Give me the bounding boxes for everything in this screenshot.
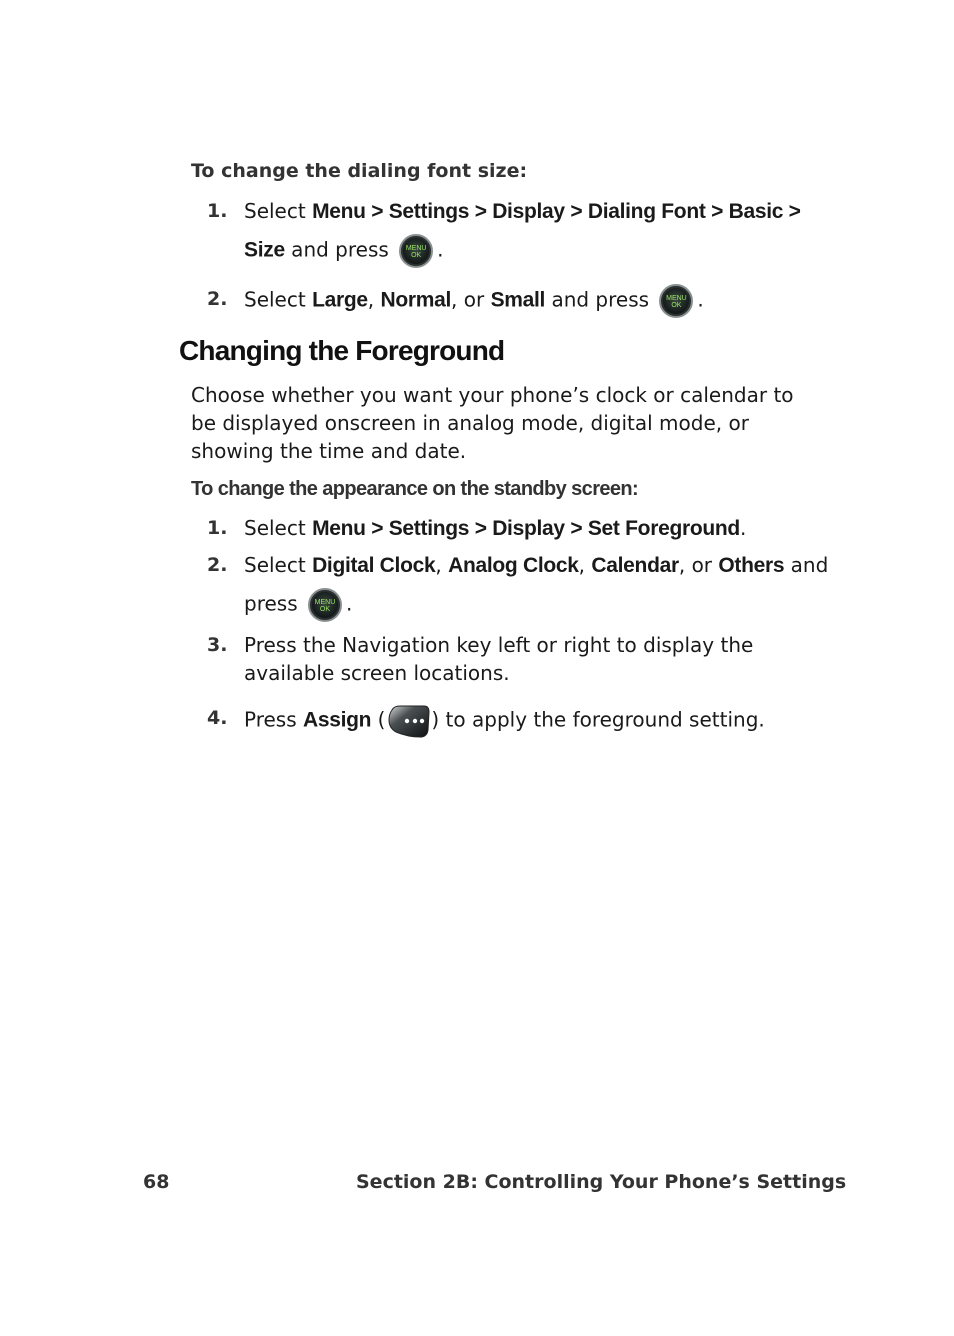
menu-path: Menu > Settings > Display > Set Foreground <box>312 517 740 540</box>
key-label: MENU <box>405 245 427 252</box>
option-assign: Assign <box>303 708 372 732</box>
separator: , <box>367 287 381 312</box>
step-text-pre: Select <box>244 199 313 223</box>
step-text-line: available screen locations. <box>244 661 510 685</box>
step-number: 2. <box>207 554 228 576</box>
intro-paragraph <box>191 381 794 465</box>
step-number: 4. <box>207 707 228 729</box>
option-analog-clock: Analog Clock <box>448 554 579 577</box>
right-softkey-icon <box>386 704 430 738</box>
option-normal: Normal <box>380 288 452 312</box>
step-text-post: and press <box>284 237 389 262</box>
menu-ok-key-icon <box>659 284 693 318</box>
menu-path-item: Size <box>244 238 285 262</box>
period: . <box>739 516 747 540</box>
menu-ok-key-icon <box>399 234 433 268</box>
period: . <box>345 591 353 616</box>
step-text-post: and press <box>545 287 650 312</box>
step-text-cont <box>244 588 352 622</box>
step-text-pre: Press <box>244 707 303 732</box>
step-text <box>244 514 746 543</box>
period: . <box>437 237 444 262</box>
period: . <box>697 287 704 312</box>
option-large: Large <box>312 288 368 312</box>
page-heading: Changing the Foreground <box>179 335 505 366</box>
separator: , <box>435 553 449 577</box>
key-label: OK <box>671 302 682 309</box>
step-text-post: and <box>784 553 829 577</box>
key-label: OK <box>411 252 422 259</box>
option-others: Others <box>718 554 785 577</box>
separator: , or <box>451 287 491 312</box>
menu-ok-key-icon <box>308 588 342 622</box>
separator: , or <box>678 553 719 577</box>
key-label: OK <box>319 606 331 613</box>
separator: , <box>578 553 592 577</box>
step-text <box>244 284 704 318</box>
paren-open: ( <box>371 707 386 732</box>
running-footer: Section 2B: Controlling Your Phone’s Settings <box>356 1171 847 1193</box>
paragraph-line: Choose whether you want your phone’s clock or calendar to <box>191 383 794 407</box>
page-number: 68 <box>143 1171 170 1193</box>
step-text-pre: Select <box>244 553 313 577</box>
option-calendar: Calendar <box>591 554 679 577</box>
step-text <box>244 631 753 687</box>
section-subhead: To change the appearance on the standby screen: <box>191 478 639 500</box>
key-label: MENU <box>314 599 336 606</box>
step-text-cont <box>244 234 444 268</box>
step-text <box>244 197 801 226</box>
step-text-press: press <box>244 591 298 616</box>
step-text-line: Press the Navigation key left or right to display the <box>244 633 754 657</box>
step-number: 1. <box>207 200 228 222</box>
paragraph-line: be displayed onscreen in analog mode, digital mode, or <box>191 411 749 435</box>
step-text-pre: Select <box>244 516 313 540</box>
option-small: Small <box>490 288 546 312</box>
menu-path: Menu > Settings > Display > Dialing Font > Basic > <box>312 200 801 223</box>
section-subhead: To change the dialing font size: <box>191 160 528 182</box>
step-number: 1. <box>207 517 228 539</box>
step-number: 3. <box>207 634 228 656</box>
key-label: MENU <box>666 295 687 302</box>
step-text <box>244 704 765 738</box>
paragraph-line: showing the time and date. <box>191 439 467 463</box>
step-text-pre: Select <box>244 287 313 312</box>
step-number: 2. <box>207 288 228 310</box>
option-digital-clock: Digital Clock <box>312 554 436 577</box>
step-text-post: ) to apply the foreground setting. <box>431 707 765 732</box>
step-text <box>244 551 828 580</box>
